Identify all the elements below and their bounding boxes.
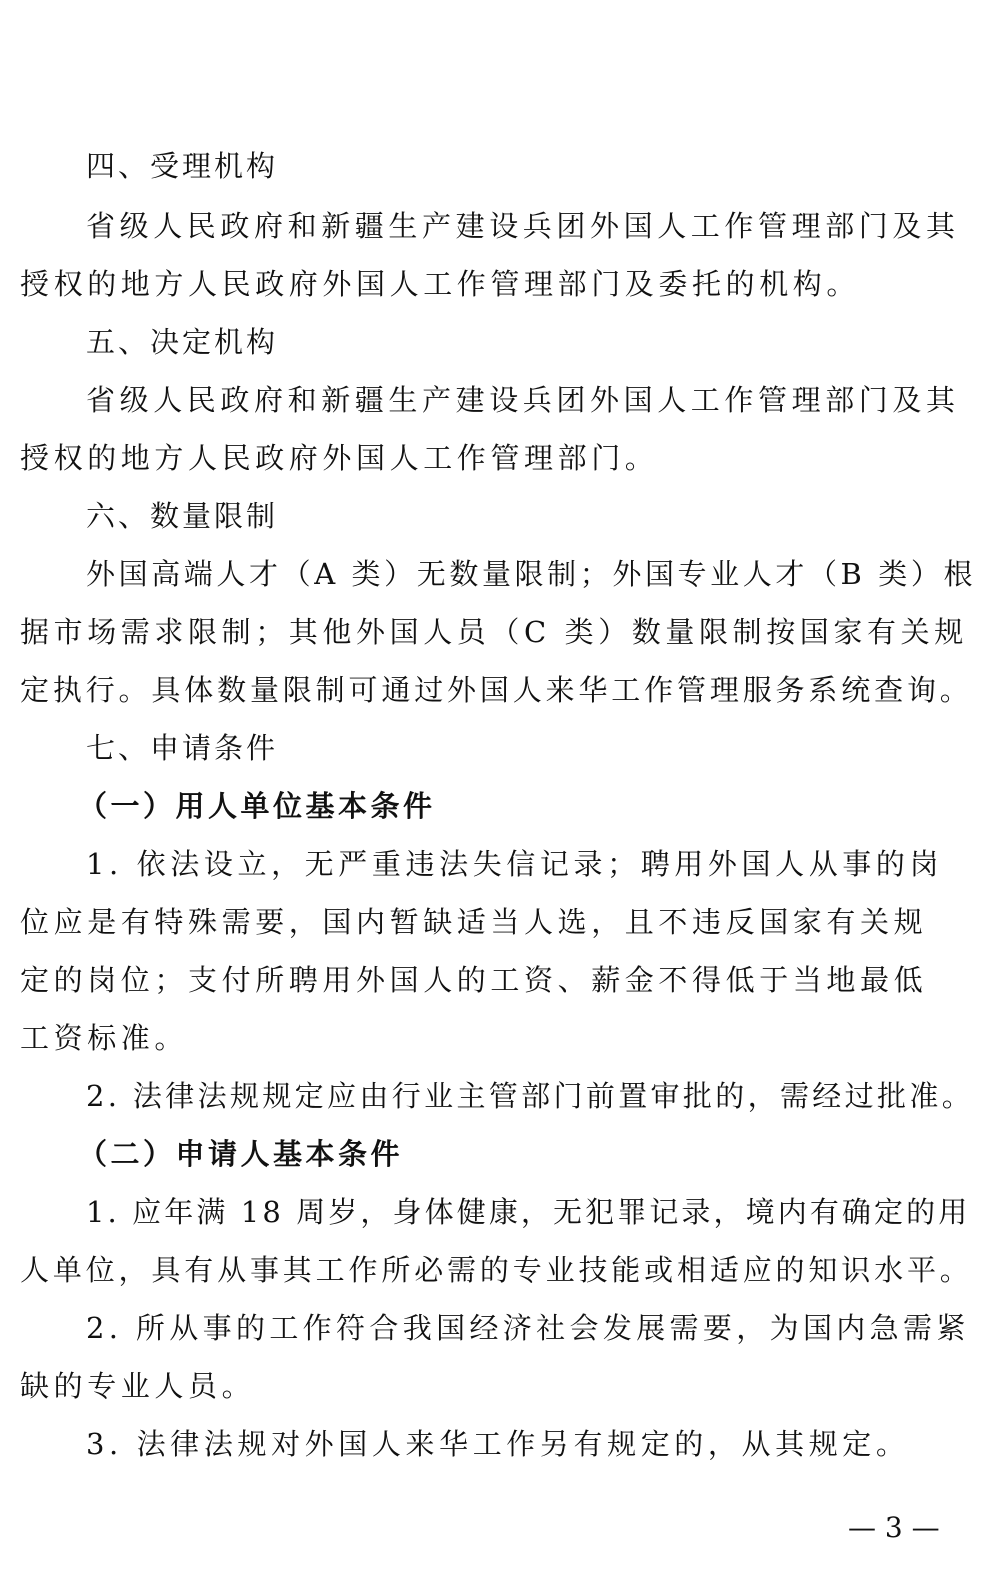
paragraph-line: 省级人民政府和新疆生产建设兵团外国人工作管理部门及其 bbox=[86, 209, 960, 243]
paragraph-line: 省级人民政府和新疆生产建设兵团外国人工作管理部门及其 bbox=[86, 383, 960, 417]
paragraph-line: 据市场需求限制；其他外国人员（C 类）数量限制按国家有关规 bbox=[20, 615, 968, 649]
paragraph-line: 3. 法律法规对外国人来华工作另有规定的，从其规定。 bbox=[86, 1427, 910, 1461]
paragraph-line: 工资标准。 bbox=[20, 1021, 189, 1055]
page-number: — 3 — bbox=[848, 1511, 940, 1544]
paragraph-line: 缺的专业人员。 bbox=[20, 1369, 256, 1403]
paragraph-line: 授权的地方人民政府外国人工作管理部门。 bbox=[20, 441, 659, 475]
paragraph-line: 外国高端人才（A 类）无数量限制；外国专业人才（B 类）根 bbox=[86, 557, 977, 591]
subsection-heading-employer-conditions: （一）用人单位基本条件 bbox=[78, 789, 436, 823]
paragraph-line: 定的岗位；支付所聘用外国人的工资、薪金不得低于当地最低 bbox=[20, 963, 928, 997]
paragraph-line: 2. 所从事的工作符合我国经济社会发展需要，为国内急需紧 bbox=[86, 1311, 970, 1345]
paragraph-line: 1. 应年满 18 周岁，身体健康，无犯罪记录，境内有确定的用 bbox=[86, 1195, 971, 1229]
section-heading-quantity-limit: 六、数量限制 bbox=[86, 499, 279, 533]
paragraph-line: 定执行。具体数量限制可通过外国人来华工作管理服务系统查询。 bbox=[20, 673, 973, 707]
paragraph-line: 2. 法律法规规定应由行业主管部门前置审批的，需经过批准。 bbox=[86, 1079, 975, 1113]
paragraph-line: 人单位，具有从事其工作所必需的专业技能或相适应的知识水平。 bbox=[20, 1253, 973, 1287]
subsection-heading-applicant-conditions: （二）申请人基本条件 bbox=[78, 1137, 404, 1171]
paragraph-line: 位应是有特殊需要，国内暂缺适当人选，且不违反国家有关规 bbox=[20, 905, 928, 939]
section-heading-acceptance-agency: 四、受理机构 bbox=[86, 149, 279, 183]
section-heading-application-conditions: 七、申请条件 bbox=[86, 731, 279, 765]
paragraph-line: 授权的地方人民政府外国人工作管理部门及委托的机构。 bbox=[20, 267, 861, 301]
section-heading-decision-agency: 五、决定机构 bbox=[86, 325, 279, 359]
paragraph-line: 1. 依法设立，无严重违法失信记录；聘用外国人从事的岗 bbox=[86, 847, 944, 881]
